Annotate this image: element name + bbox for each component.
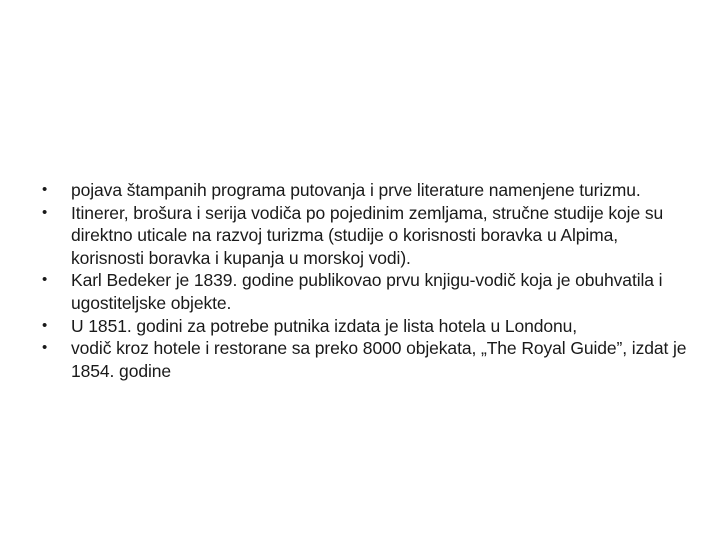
bullet-item: [40, 315, 690, 338]
bullet-dot: •: [42, 316, 48, 334]
bullet-item: [40, 269, 690, 314]
bullet-dot: •: [42, 203, 48, 221]
bullet-dot: •: [42, 181, 48, 198]
bullet-text: Karl Bedeker je 1839. godine publikovao prvu knjigu-vodič koja je obuhvatila i ugostiteljske objekte.: [71, 270, 663, 313]
bullet-dot: •: [42, 271, 48, 289]
bullet-list: [40, 179, 690, 382]
bullet-item: [40, 337, 690, 382]
bullet-dot: •: [42, 339, 48, 357]
bullet-item: [40, 202, 690, 270]
bullet-text: U 1851. godini za potrebe putnika izdata je lista hotela u Londonu,: [71, 315, 578, 336]
bullet-text: vodič kroz hotele i restorane sa preko 8000 objekata, „The Royal Guide”, izdat je 1854. godine: [71, 338, 687, 381]
bullet-text: pojava štampanih programa putovanja i prve literature namenjene turizmu.: [71, 180, 641, 200]
bullet-item: [40, 179, 690, 202]
bullet-text: Itinerer, brošura i serija vodiča po pojedinim zemljama, stručne studije koje su direktno uticale na razvoj turizma (studije o korisnosti boravka u Alpima, korisnosti boravka i kupanja u morskoj vodi).: [71, 202, 664, 268]
